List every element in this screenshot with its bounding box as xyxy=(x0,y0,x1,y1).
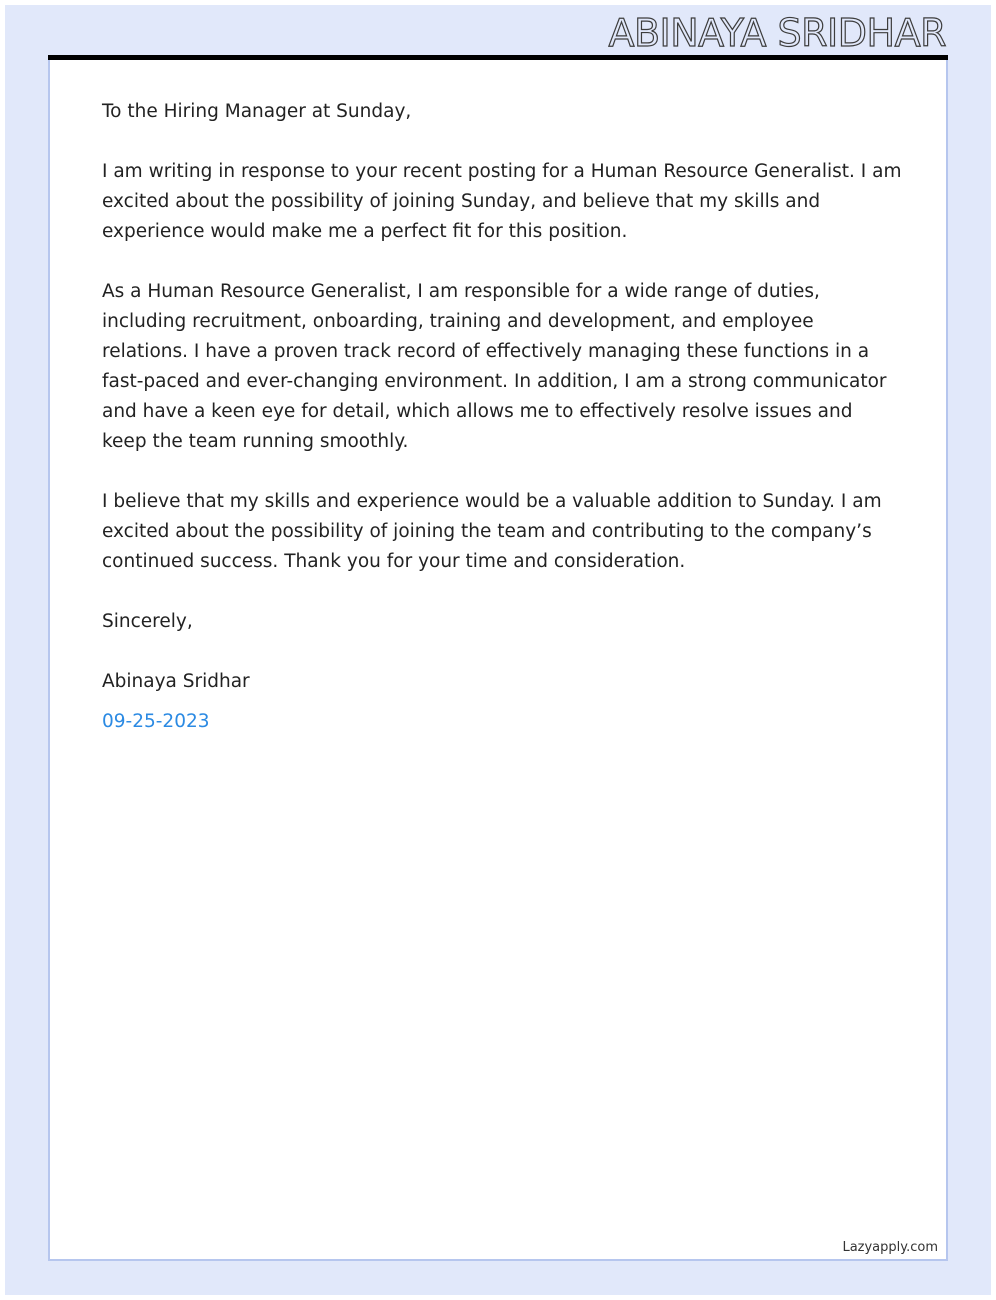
letter-salutation: To the Hiring Manager at Sunday, xyxy=(102,101,412,122)
cover-letter-body xyxy=(102,97,902,737)
letter-closing: Sincerely, xyxy=(102,611,193,632)
letter-page xyxy=(48,60,948,1261)
letter-paragraph-3: I believe that my skills and experience would be a valuable addition to Sunday. I am excited about the possibility of joining the team and contributing to the company’s continued success. Thank you for your time and consideration. xyxy=(102,491,882,572)
letter-paragraph-1: I am writing in response to your recent posting for a Human Resource Generalist. I am excited about the possibility of joining Sunday, and believe that my skills and experience would make me a perfect fit for this position. xyxy=(102,161,902,242)
footer-brand: Lazyapply.com xyxy=(842,1240,938,1255)
applicant-name-heading: ABINAYA SRIDHAR xyxy=(608,11,946,55)
letter-date: 09-25-2023 xyxy=(102,711,210,732)
letter-paragraph-2: As a Human Resource Generalist, I am responsible for a wide range of duties, including recruitment, onboarding, training and development, and employee relations. I have a proven track record of effectively managing these functions in a fast-paced and ever-changing environment. In addition, I am a strong communicator and have a keen eye for detail, which allows me to effectively resolve issues and keep the team running smoothly. xyxy=(102,281,887,452)
letter-signature: Abinaya Sridhar xyxy=(102,671,250,692)
